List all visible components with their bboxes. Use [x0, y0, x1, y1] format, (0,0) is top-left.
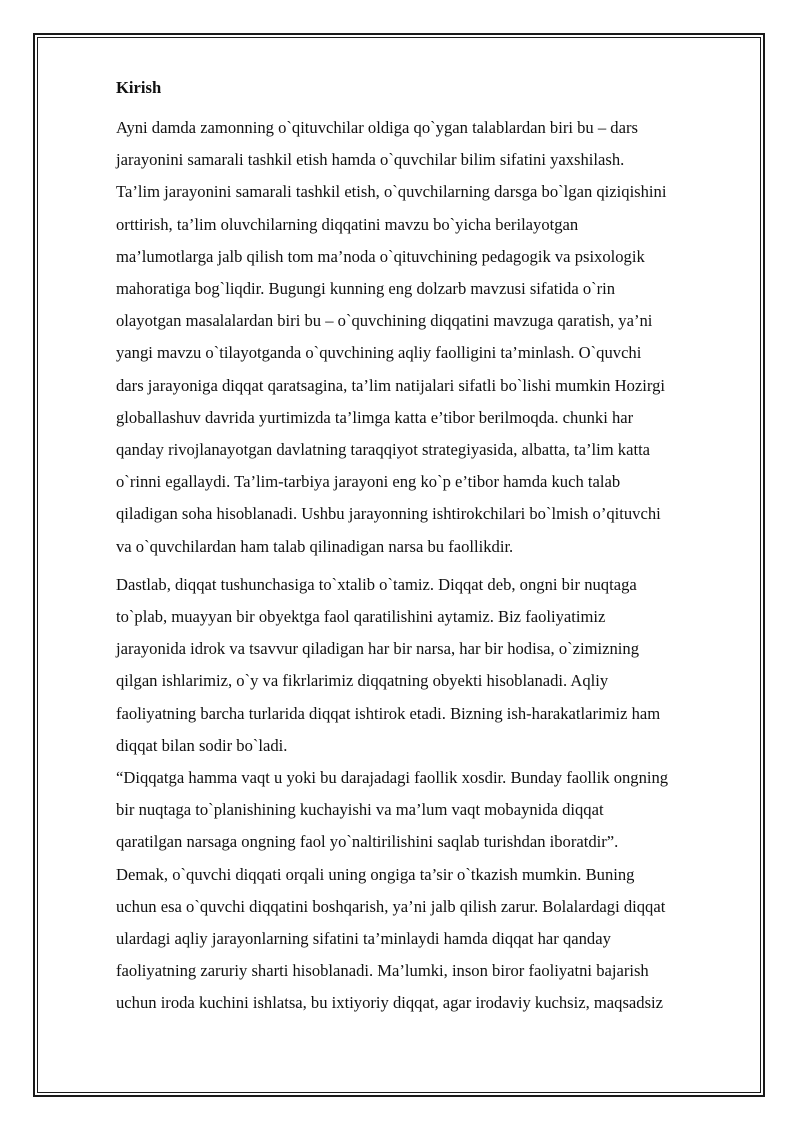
section-heading: Kirish — [116, 78, 162, 97]
text-line: qiladigan soha hisoblanadi. Ushbu jarayonning ishtirokchilari bo`lmish o’qituvchi — [116, 504, 661, 524]
text-line: yangi mavzu o`tilayotganda o`quvchining aqliy faolligini ta’minlash. O`quvchi — [116, 343, 642, 363]
text-line: jarayonini samarali tashkil etish hamda o`quvchilar bilim sifatini yaxshilash. — [116, 150, 625, 170]
text-line: uchun esa o`quvchi diqqatini boshqarish, ya’ni jalb qilish zarur. Bolalardagi diqqat — [116, 896, 666, 916]
text-line: uchun iroda kuchini ishlatsa, bu ixtiyoriy diqqat, agar irodaviy kuchsiz, maqsadsiz — [116, 993, 664, 1013]
text-line: ma’lumotlarga jalb qilish tom ma’noda o`qituvchining pedagogik va psixologik — [116, 246, 645, 266]
text-line: to`plab, muayyan bir obyektga faol qaratilishini aytamiz. Biz faoliyatimiz — [116, 607, 606, 627]
text-line: dars jarayoniga diqqat qaratsagina, ta’lim natijalari sifatli bo`lishi mumkin Hozirgi — [116, 375, 665, 395]
text-line: “Diqqatga hamma vaqt u yoki bu darajadagi faollik xosdir. Bunday faollik ongning — [116, 768, 669, 788]
paragraph — [116, 112, 746, 563]
text-line: Ayni damda zamonning o`qituvchilar oldiga qo`ygan talablardan biri bu – dars — [116, 118, 638, 137]
text-line: faoliyatning barcha turlarida diqqat ishtirok etadi. Bizning ish-harakatlarimiz ham — [116, 703, 661, 723]
text-line: qaratilgan narsaga ongning faol yo`naltirilishini saqlab turishdan iboratdir”. — [116, 832, 619, 852]
text-line: qilgan ishlarimiz, o`y va fikrlarimiz diqqatning obyekti hisoblanadi. Aqliy — [116, 671, 609, 691]
text-line: Dastlab, diqqat tushunchasiga to`xtalib o`tamiz. Diqqat deb, ongni bir nuqtaga — [116, 574, 637, 594]
text-line: o`rinni egallaydi. Ta’lim-tarbiya jarayoni eng ko`p e’tibor hamda kuch talab — [116, 472, 621, 492]
text-line: diqqat bilan sodir bo`ladi. — [116, 735, 288, 755]
text-line: olayotgan masalalardan biri bu – o`quvchining diqqatini mavzuga qaratish, ya’ni — [116, 311, 653, 331]
text-line: Demak, o`quvchi diqqati orqali uning ongiga ta’sir o`tkazish mumkin. Buning — [116, 864, 635, 884]
text-line: bir nuqtaga to`planishining kuchayishi va ma’lum vaqt mobaynida diqqat — [116, 800, 604, 820]
text-line: orttirish, ta’lim oluvchilarning diqqatini mavzu bo`yicha berilayotgan — [116, 214, 579, 234]
paragraphs-container — [116, 112, 746, 1020]
text-line: jarayonida idrok va tsavvur qiladigan har bir narsa, har bir hodisa, o`zimizning — [116, 639, 640, 659]
paragraph — [116, 569, 746, 1020]
document-body — [116, 74, 746, 1020]
text-line: qanday rivojlanayotgan davlatning taraqqiyot strategiyasida, albatta, ta’lim katta — [116, 440, 651, 460]
text-line: mahoratiga bog`liqdir. Bugungi kunning eng dolzarb mavzusi sifatida o`rin — [116, 279, 616, 299]
text-line: Ta’lim jarayonini samarali tashkil etish, o`quvchilarning darsga bo`lgan qiziqishini — [116, 182, 667, 202]
text-line: va o`quvchilardan ham talab qilinadigan narsa bu faollikdir. — [116, 536, 514, 556]
text-line: faoliyatning zaruriy sharti hisoblanadi. Ma’lumki, inson biror faoliyatni bajarish — [116, 961, 649, 981]
text-line: globallashuv davrida yurtimizda ta’limga katta e’tibor berilmoqda. chunki har — [116, 407, 634, 427]
text-line: ulardagi aqliy jarayonlarning sifatini ta’minlaydi hamda diqqat har qanday — [116, 929, 611, 949]
